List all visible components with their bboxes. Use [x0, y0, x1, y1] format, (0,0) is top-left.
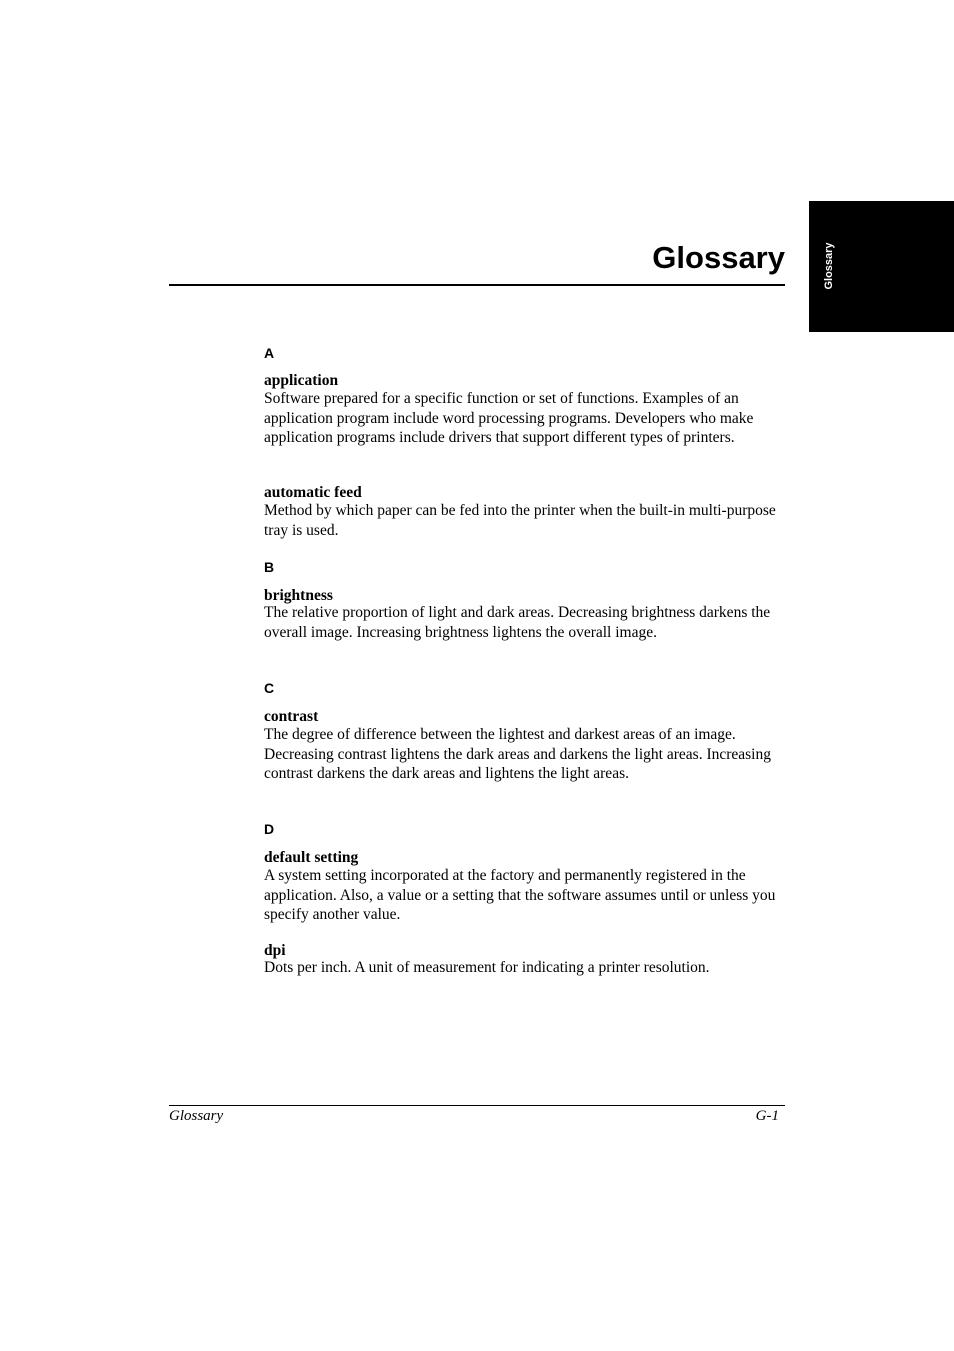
term-dpi: dpi: [264, 942, 286, 959]
side-tab-label: Glossary: [823, 242, 835, 290]
definition-dpi: Dots per inch. A unit of measurement for indicating a printer resolution.: [264, 959, 710, 976]
footer-rule: [169, 1105, 785, 1106]
section-letter-a: A: [264, 345, 275, 361]
page-title: Glossary: [652, 240, 785, 275]
definition-brightness: The relative proportion of light and dark areas. Decreasing brightness darkens the overall image. Increasing brightness lightens the overall image.: [264, 604, 771, 641]
section-letter-d: D: [264, 821, 275, 837]
section-letter-b: B: [264, 559, 275, 575]
section-letter-c: C: [264, 680, 275, 696]
footer-section-name: Glossary: [169, 1108, 224, 1124]
term-default-setting: default setting: [264, 849, 359, 866]
definition-automatic-feed: Method by which paper can be fed into the printer when the built-in multi-purpose tray is used.: [264, 502, 776, 539]
term-brightness: brightness: [264, 587, 333, 604]
definition-default-setting: A system setting incorporated at the factory and permanently registered in the application. Also, a value or a setting that the software assumes until or unless you specify another value.: [264, 867, 776, 923]
term-contrast: contrast: [264, 708, 319, 725]
term-automatic-feed: automatic feed: [264, 484, 362, 501]
footer-page-number: G-1: [755, 1108, 779, 1124]
title-rule: [169, 284, 785, 286]
definition-contrast: The degree of difference between the lightest and darkest areas of an image. Decreasing contrast lightens the dark areas and darkens the light areas. Increasing contrast darkens the dark areas and lightens the light areas.: [264, 726, 771, 782]
definition-application: Software prepared for a specific function or set of functions. Examples of an application program include word processing programs. Developers who make application programs include drivers that support different types of printers.: [264, 390, 754, 446]
term-application: application: [264, 372, 339, 389]
